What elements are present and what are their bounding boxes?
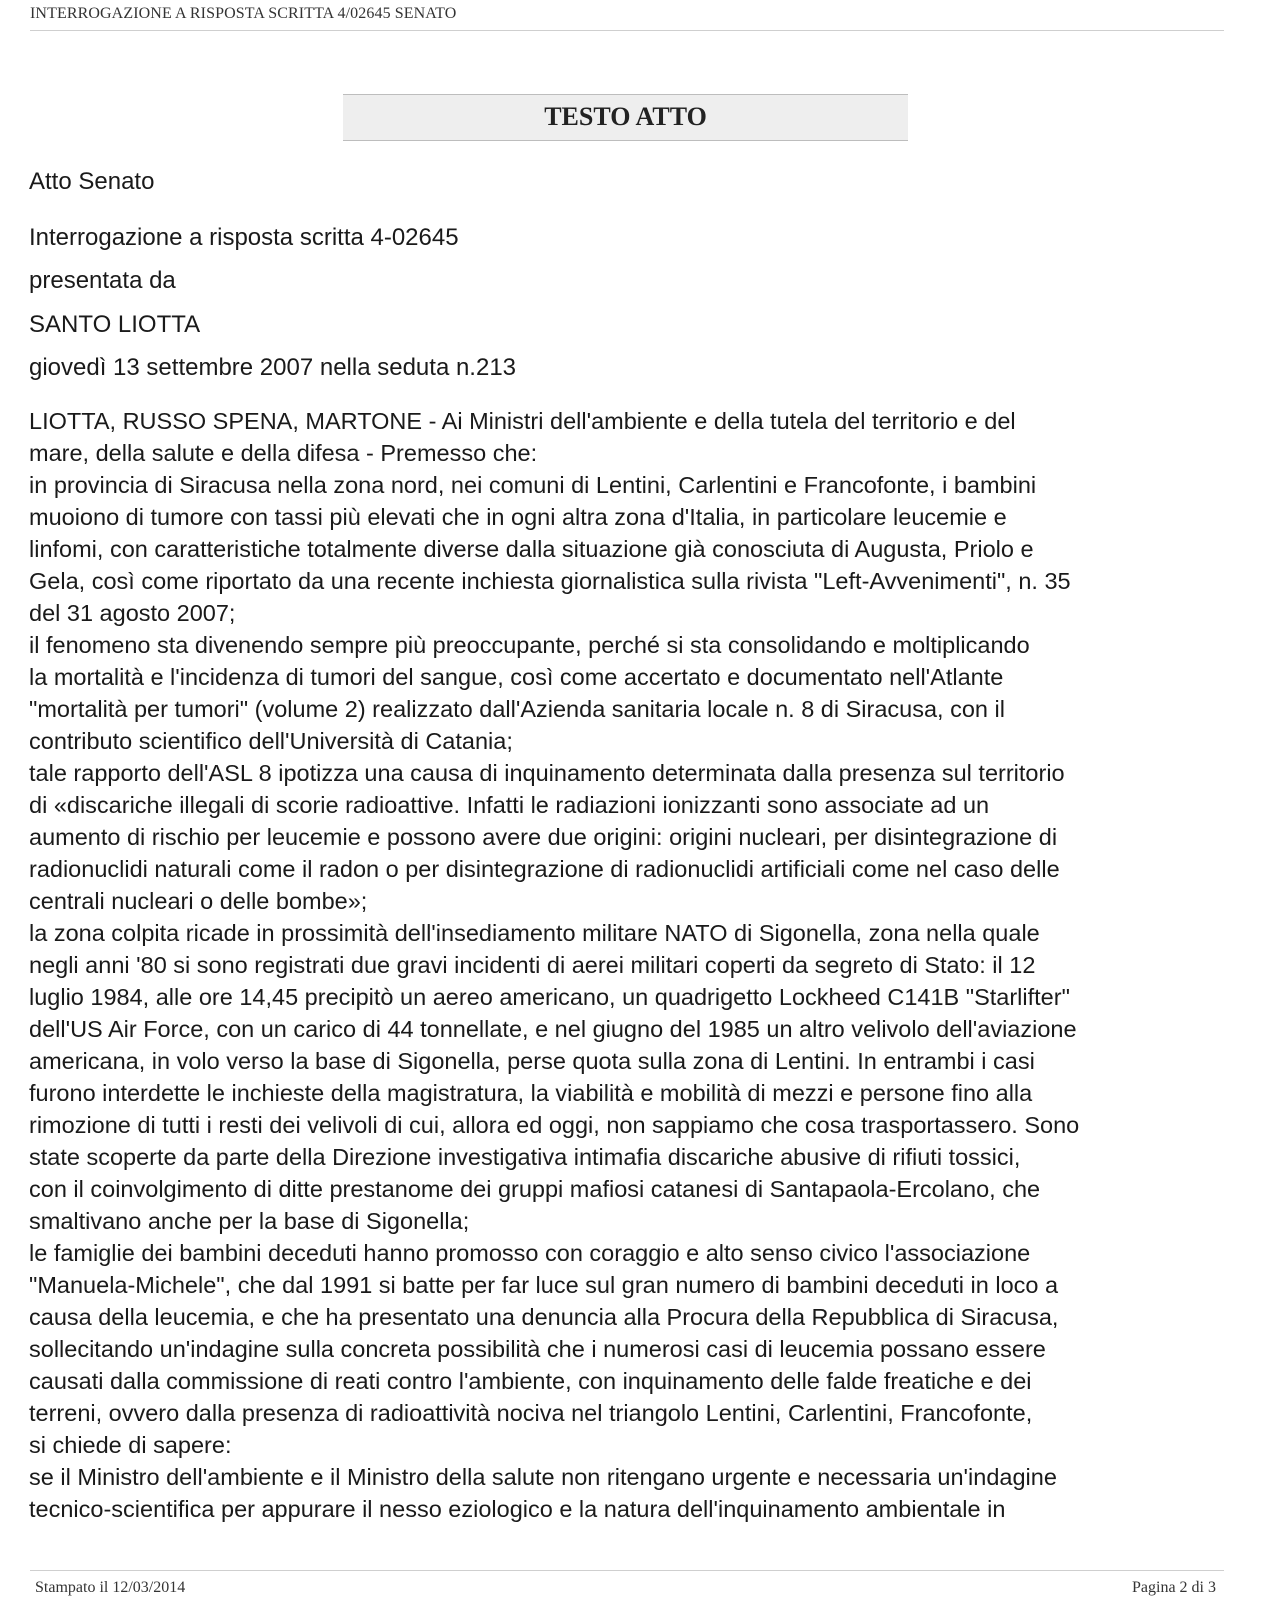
page-number: Pagina 2 di 3 xyxy=(1132,1579,1216,1596)
body-line: la mortalità e l'incidenza di tumori del sangue, così come accertato e documentato nell'Atlante xyxy=(29,664,1004,690)
body-line: la zona colpita ricade in prossimità dell'insediamento militare NATO di Sigonella, zona nella quale xyxy=(29,920,1040,946)
body-line: smaltivano anche per la base di Sigonella; xyxy=(29,1208,470,1234)
body-line: state scoperte da parte della Direzione investigativa intimafia discariche abusive di rifiuti tossici, xyxy=(29,1144,1021,1170)
body-line: americana, in volo verso la base di Sigonella, perse quota sulla zona di Lentini. In entrambi i casi xyxy=(29,1048,1035,1074)
body-line: con il coinvolgimento di ditte prestanome dei gruppi mafiosi catanesi di Santapaola-Ercolano, che xyxy=(29,1176,1041,1202)
body-line: furono interdette le inchieste della magistratura, la viabilità e mobilità di mezzi e persone fino alla xyxy=(29,1080,1033,1106)
author-name: SANTO LIOTTA xyxy=(29,311,201,338)
body-line: radionuclidi naturali come il radon o per disintegrazione di radionuclidi artificiali come nel caso delle xyxy=(29,856,1060,882)
body-line: contributo scientifico dell'Università di Catania; xyxy=(29,728,513,754)
body-line: causati dalla commissione di reati contro l'ambiente, con inquinamento delle falde freatiche e dei xyxy=(29,1368,1032,1394)
interrogazione-number: Interrogazione a risposta scritta 4-02645 xyxy=(29,224,459,251)
body-line: causa della leucemia, e che ha presentato una denuncia alla Procura della Repubblica di Siracusa, xyxy=(29,1304,1059,1330)
running-header: INTERROGAZIONE A RISPOSTA SCRITTA 4/02645 SENATO xyxy=(30,5,1224,31)
body-line: centrali nucleari o delle bombe»; xyxy=(29,888,368,914)
body-line: muoiono di tumore con tassi più elevati che in ogni altra zona d'Italia, in particolare leucemie e xyxy=(29,504,1007,530)
body-line: "Manuela-Michele", che dal 1991 si batte per far luce sul gran numero di bambini deceduti in loco a xyxy=(29,1272,1059,1298)
body-line: dell'US Air Force, con un carico di 44 tonnellate, e nel giugno del 1985 un altro velivolo dell'aviazione xyxy=(29,1016,1077,1042)
body-line: il fenomeno sta divenendo sempre più preoccupante, perché si sta consolidando e moltiplicando xyxy=(29,632,1030,658)
body-line: si chiede di sapere: xyxy=(29,1432,232,1458)
session-date: giovedì 13 settembre 2007 nella seduta n.213 xyxy=(29,354,517,381)
body-line: negli anni '80 si sono registrati due gravi incidenti di aerei militari coperti da segreto di Stato: il 12 xyxy=(29,952,1036,978)
body-line: "mortalità per tumori" (volume 2) realizzato dall'Azienda sanitaria locale n. 8 di Siracusa, con il xyxy=(29,696,1005,722)
body-line: LIOTTA, RUSSO SPENA, MARTONE - Ai Ministri dell'ambiente e della tutela del territorio e del xyxy=(29,408,1016,434)
page-footer xyxy=(30,1570,1224,1596)
document-title: TESTO ATTO xyxy=(343,94,908,141)
print-date: Stampato il 12/03/2014 xyxy=(35,1579,186,1596)
body-line: tale rapporto dell'ASL 8 ipotizza una causa di inquinamento determinata dalla presenza sul territorio xyxy=(29,760,1065,786)
body-line: le famiglie dei bambini deceduti hanno promosso con coraggio e alto senso civico l'associazione xyxy=(29,1240,1031,1266)
body-line: Gela, così come riportato da una recente inchiesta giornalistica sulla rivista "Left-Avvenimenti", n. 35 xyxy=(29,568,1071,594)
body-line: tecnico-scientifica per appurare il nesso eziologico e la natura dell'inquinamento ambientale in xyxy=(29,1496,1006,1522)
body-line: luglio 1984, alle ore 14,45 precipitò un aereo americano, un quadrigetto Lockheed C141B "Starlifter" xyxy=(29,984,1070,1010)
presentata-label: presentata da xyxy=(29,267,176,294)
atto-label: Atto Senato xyxy=(29,168,155,195)
body-line: del 31 agosto 2007; xyxy=(29,600,236,626)
body-line: se il Ministro dell'ambiente e il Ministro della salute non ritengano urgente e necessaria un'indagine xyxy=(29,1464,1057,1490)
body-line: terreni, ovvero dalla presenza di radioattività nociva nel triangolo Lentini, Carlentini, Francofonte, xyxy=(29,1400,1033,1426)
body-line: aumento di rischio per leucemie e possono avere due origini: origini nucleari, per disintegrazione di xyxy=(29,824,1058,850)
body-line: rimozione di tutti i resti dei velivoli di cui, allora ed oggi, non sappiamo che cosa trasportassero. Sono xyxy=(29,1112,1080,1138)
body-line: sollecitando un'indagine sulla concreta possibilità che i numerosi casi di leucemia possano essere xyxy=(29,1336,1046,1362)
body-line: in provincia di Siracusa nella zona nord, nei comuni di Lentini, Carlentini e Francofonte, i bambini xyxy=(29,472,1037,498)
body-line: di «discariche illegali di scorie radioattive. Infatti le radiazioni ionizzanti sono associate ad un xyxy=(29,792,990,818)
body-line: mare, della salute e della difesa - Premesso che: xyxy=(29,440,538,466)
body-text xyxy=(29,405,1244,1525)
body-line: linfomi, con caratteristiche totalmente diverse dalla situazione già conosciuta di Augusta, Priolo e xyxy=(29,536,1034,562)
